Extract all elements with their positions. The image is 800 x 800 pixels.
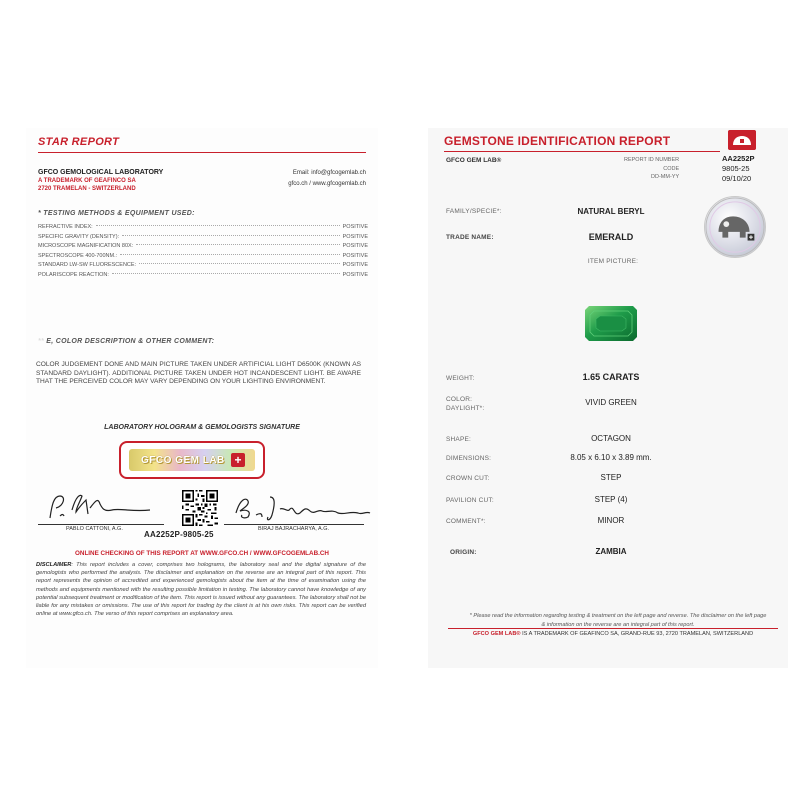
footer-text: IS A TRADEMARK OF GEAFINCO SA, GRAND-RUE 93, 2720 TRAMELAN, SWITZERLAND (520, 631, 754, 637)
qr-code-icon[interactable] (182, 490, 218, 526)
weight-value: 1.65 CARATS (582, 372, 640, 382)
star-report-title: STAR REPORT (38, 136, 120, 148)
test-row (38, 234, 368, 244)
report-id-value: AA2252P (722, 154, 755, 163)
test-row (38, 243, 368, 253)
color-title-faded: ** (38, 338, 47, 345)
plus-cross-icon: + (231, 453, 245, 467)
comment-value: MINOR (597, 516, 625, 525)
pavilion-cut-value: STEP (4) (594, 495, 628, 504)
lab-address: 2720 TRAMELAN - SWITZERLAND (38, 186, 136, 192)
disclaimer-text: : This report includes a cover, comprises two holograms, the laboratory seal and the digital signature of the gemologists who performed the analysis. The disclaimer and explanation on the reverse are an integral part of this report. This report represents the opinion of accredited and experienced gemologists about the item at the time of examination using the methods and equipments mentioned with the resulting possible limitation in testing. The laboratory cannot have knowledge of any potential subsequent treatment or modification of the item. This report is issued without any guarantees. The laboratory shall not be liable for any mistakes or omissions. The use of this report for trading by the client is at his own risks. This report can be verified online at www.gfco.ch. The verso of this report comprises an explanatory area. (36, 562, 366, 618)
test-label: SPECTROSCOPE 400-700NM.: (38, 252, 118, 259)
gemstone-report-title: GEMSTONE IDENTIFICATION REPORT (444, 134, 671, 148)
test-label: REFRACTIVE INDEX: (38, 224, 93, 230)
dot-leader (112, 273, 340, 274)
footer-divider (448, 628, 778, 629)
shape-label: SHAPE: (446, 436, 472, 443)
crown-cut-label: CROWN CUT: (446, 475, 490, 482)
report-code: AA2252P-9805-25 (144, 530, 214, 539)
test-row (38, 253, 368, 263)
star-report-page (26, 128, 378, 668)
signer-name-2: BIRAJ BAJRACHARYA, A.G. (258, 526, 330, 532)
report-id-label: REPORT ID NUMBER (624, 157, 680, 163)
test-label: POLARISCOPE REACTION: (38, 271, 109, 278)
dimensions-value: 8.05 x 6.10 x 3.89 mm. (570, 453, 652, 462)
test-row (38, 224, 368, 234)
test-label: SPECIFIC GRAVITY (DENSITY): (38, 233, 120, 240)
origin-label: ORIGIN: (450, 549, 477, 556)
tests-list (38, 224, 368, 281)
title-divider (444, 151, 720, 152)
report-footnote: * Please read the information regarding testing & treatment on the left page and reverse. The disclaimer on the left page & information on the reverse are an integral part of this report. (469, 613, 767, 628)
signature-bajracharya (234, 493, 374, 523)
color-title-text: E, COLOR DESCRIPTION & OTHER COMMENT: (46, 338, 215, 345)
test-result: POSITIVE (342, 224, 368, 230)
dot-leader (120, 254, 339, 255)
comment-label: COMMENT*: (446, 518, 486, 525)
origin-value: ZAMBIA (595, 547, 627, 556)
test-label: STANDARD LW-SW FLUORESCENCE: (38, 262, 137, 268)
daylight-label: DAYLIGHT*: (446, 405, 485, 412)
color-description-text: COLOR JUDGEMENT DONE AND MAIN PICTURE TAKEN UNDER ARTIFICIAL LIGHT D6500K (KNOWN AS STANDARD DAYLIGHT). ADDITIONAL PICTURE TAKEN UNDER HOT INCANDESCENT LIGHT. BE AWARE THAT THE PERCEIVED COLOR MAY VARY DEPENDING ON YOUR LIGHTING ENVIRONMENT. (36, 361, 361, 385)
family-label: FAMILY/SPECIE*: (446, 208, 502, 215)
signature-line (38, 524, 164, 525)
footer-trademark (448, 631, 778, 637)
online-check-link[interactable]: ONLINE CHECKING OF THIS REPORT AT WWW.GFCO.CH / WWW.GFCOGEMLAB.CH (75, 550, 329, 557)
weight-label: WEIGHT: (446, 375, 475, 382)
hologram-title: LABORATORY HOLOGRAM & GEMOLOGISTS SIGNATURE (104, 424, 300, 431)
lab-contact (288, 168, 366, 190)
test-result: POSITIVE (342, 262, 368, 268)
report-meta-values (722, 154, 755, 184)
dot-leader (96, 225, 340, 226)
lab-web: gfco.ch / www.gfcogemlab.ch (288, 181, 366, 187)
signature-line (224, 524, 364, 525)
hologram-seal-icon (704, 196, 766, 258)
lab-info (38, 168, 163, 193)
family-value: NATURAL BERYL (577, 207, 645, 216)
signature-cattoni (46, 490, 156, 522)
dimensions-label: DIMENSIONS: (446, 455, 492, 462)
emerald-image (585, 306, 637, 341)
item-picture-label: ITEM PICTURE: (587, 258, 639, 265)
color-value: VIVID GREEN (585, 398, 637, 407)
title-divider (38, 152, 366, 153)
lab-trademark: A TRADEMARK OF GEAFINCO SA (38, 178, 136, 184)
date-value: 09/10/20 (722, 174, 752, 183)
gfco-lab-label: GFCO GEM LAB® (446, 157, 502, 164)
date-label: DD-MM-YY (651, 174, 680, 180)
disclaimer (36, 561, 366, 618)
hologram-text: GFCO GEM LAB (141, 455, 225, 466)
lab-logo-icon (728, 130, 756, 150)
pavilion-cut-label: PAVILION CUT: (446, 497, 494, 504)
lab-email: Email: info@gfcogemlab.ch (292, 170, 366, 176)
test-label: MICROSCOPE MAGNIFICATION 80X: (38, 243, 134, 249)
dot-leader (139, 263, 340, 264)
trade-name-label: TRADE NAME: (446, 234, 494, 241)
shape-value: OCTAGON (591, 434, 631, 443)
trade-name-value: EMERALD (588, 232, 634, 242)
footer-brand: GFCO GEM LAB® (472, 631, 521, 637)
test-row (38, 262, 368, 272)
dot-leader (122, 235, 340, 236)
lab-name: GFCO GEMOLOGICAL LABORATORY (38, 169, 164, 176)
testing-methods-title: * TESTING METHODS & EQUIPMENT USED: (38, 210, 195, 217)
report-meta-labels (624, 156, 679, 182)
disclaimer-label: DISCLAIMER (36, 562, 72, 568)
lab-hologram-sticker (119, 441, 265, 479)
test-result: POSITIVE (342, 233, 368, 240)
dot-leader (136, 244, 339, 245)
code-value: 9805-25 (722, 164, 750, 173)
color-description-title (38, 338, 214, 345)
test-result: POSITIVE (342, 243, 368, 249)
code-label: CODE (663, 165, 680, 172)
color-label: COLOR: (446, 396, 473, 403)
crown-cut-value: STEP (600, 473, 622, 482)
test-result: POSITIVE (342, 271, 368, 278)
signer-name-1: PABLO CATTONI, A.G. (66, 526, 123, 532)
test-result: POSITIVE (342, 252, 368, 259)
hologram-foil (129, 449, 255, 471)
test-row (38, 272, 368, 282)
gemstone-report-page (428, 128, 788, 668)
